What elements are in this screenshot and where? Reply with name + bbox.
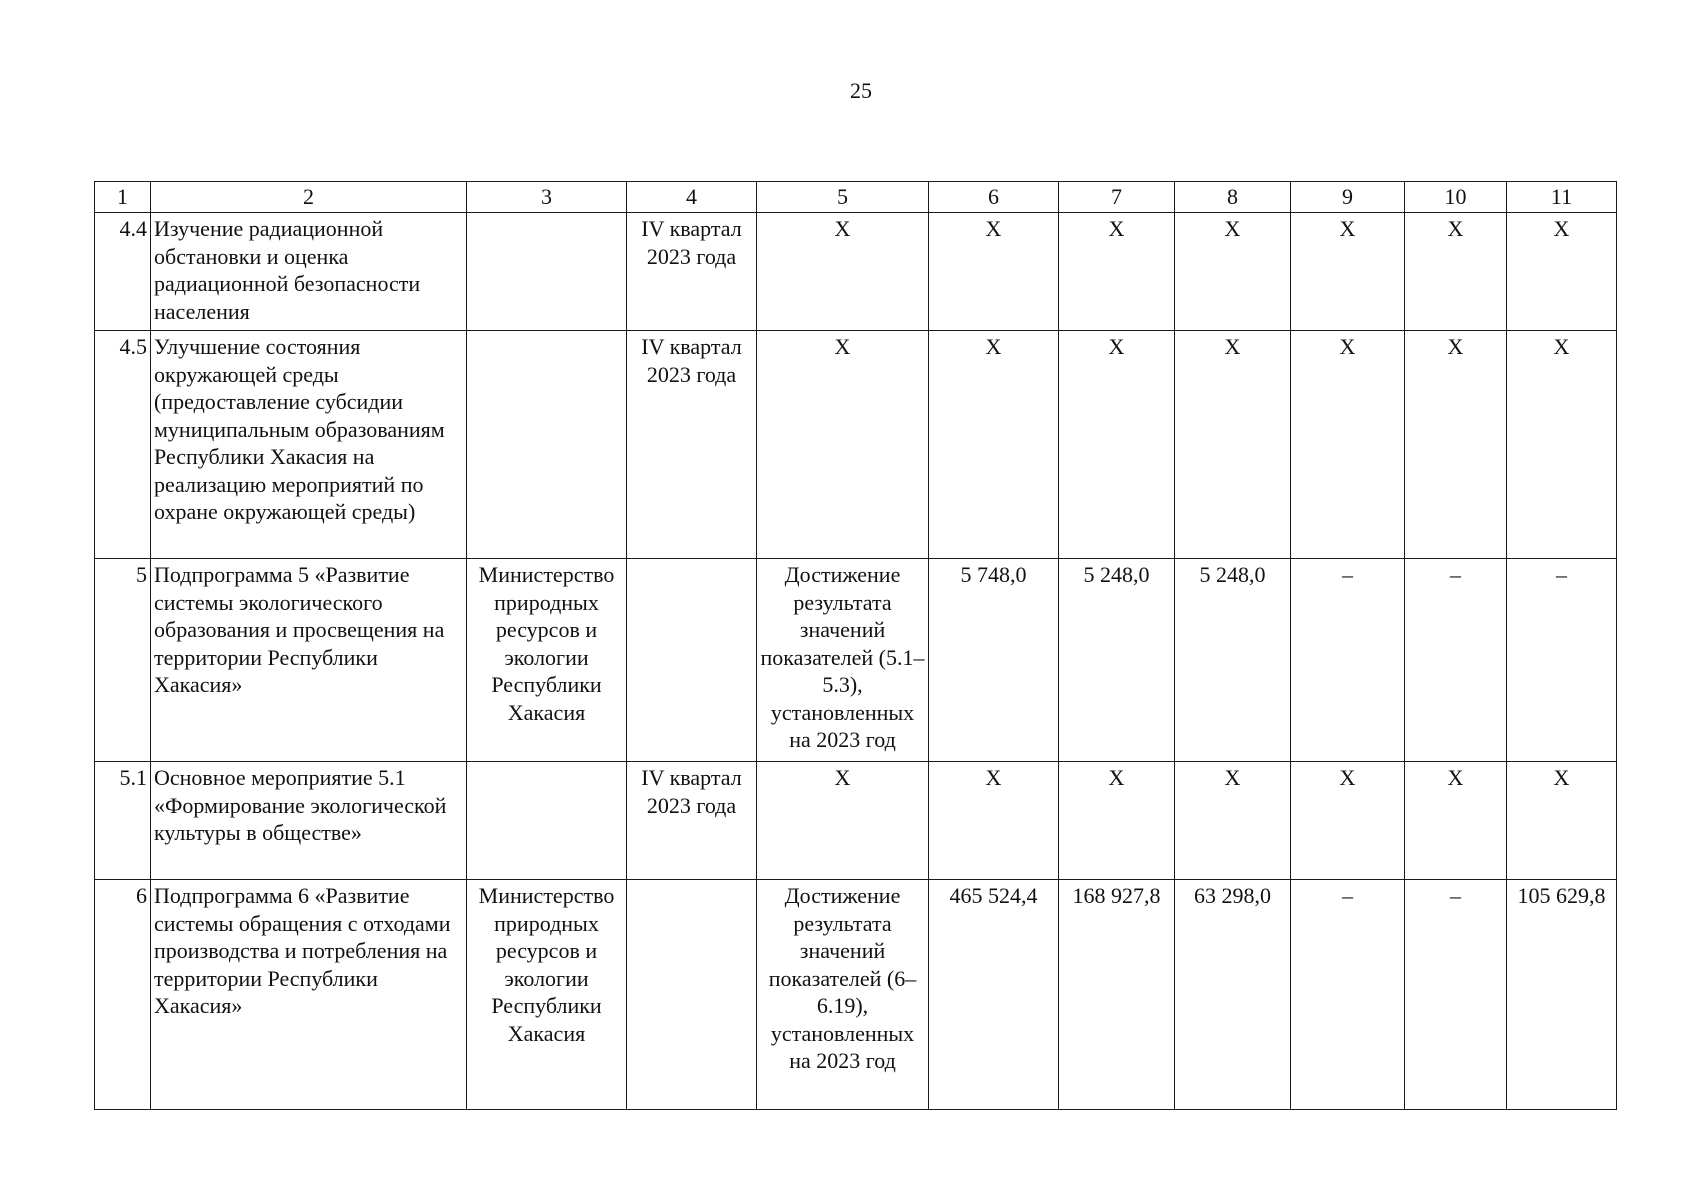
cell-9: – [1291, 880, 1405, 1110]
cell-6: X [929, 331, 1059, 559]
column-header: 5 [757, 182, 929, 213]
measure-name: Основное мероприятие 5.1 «Формирование экологической культуры в обществе» [151, 762, 467, 880]
cell-11: – [1507, 559, 1617, 762]
row-number: 5.1 [95, 762, 151, 880]
executor [467, 331, 627, 559]
column-header: 9 [1291, 182, 1405, 213]
term [627, 880, 757, 1110]
term: IV квартал 2023 года [627, 331, 757, 559]
result: Достижение результата значений показателей (6–6.19), установленных на 2023 год [757, 880, 929, 1110]
column-header: 8 [1175, 182, 1291, 213]
cell-9: X [1291, 213, 1405, 331]
column-header: 11 [1507, 182, 1617, 213]
cell-6: X [929, 213, 1059, 331]
cell-9: – [1291, 559, 1405, 762]
cell-11: X [1507, 331, 1617, 559]
measure-name: Изучение радиационной обстановки и оценка радиационной безопасности населения [151, 213, 467, 331]
cell-10: – [1405, 880, 1507, 1110]
cell-7: 5 248,0 [1059, 559, 1175, 762]
cell-6: 465 524,4 [929, 880, 1059, 1110]
executor: Министерство природных ресурсов и экологии Республики Хакасия [467, 880, 627, 1110]
term: IV квартал 2023 года [627, 762, 757, 880]
executor [467, 213, 627, 331]
measure-name: Подпрограмма 5 «Развитие системы экологического образования и просвещения на территории Республики Хакасия» [151, 559, 467, 762]
column-header: 6 [929, 182, 1059, 213]
cell-8: X [1175, 762, 1291, 880]
table-row [95, 762, 1617, 880]
cell-10: X [1405, 762, 1507, 880]
column-header: 1 [95, 182, 151, 213]
cell-7: 168 927,8 [1059, 880, 1175, 1110]
result: Достижение результата значений показателей (5.1–5.3), установленных на 2023 год [757, 559, 929, 762]
executor: Министерство природных ресурсов и экологии Республики Хакасия [467, 559, 627, 762]
result: X [757, 762, 929, 880]
table-row [95, 559, 1617, 762]
table-row [95, 213, 1617, 331]
header-row [95, 182, 1617, 213]
cell-11: X [1507, 762, 1617, 880]
row-number: 4.5 [95, 331, 151, 559]
term [627, 559, 757, 762]
row-number: 5 [95, 559, 151, 762]
cell-9: X [1291, 331, 1405, 559]
cell-11: X [1507, 213, 1617, 331]
term: IV квартал 2023 года [627, 213, 757, 331]
cell-11: 105 629,8 [1507, 880, 1617, 1110]
cell-7: X [1059, 762, 1175, 880]
cell-6: X [929, 762, 1059, 880]
measures-table [94, 181, 1617, 1110]
row-number: 4.4 [95, 213, 151, 331]
column-header: 7 [1059, 182, 1175, 213]
cell-6: 5 748,0 [929, 559, 1059, 762]
cell-9: X [1291, 762, 1405, 880]
column-header: 3 [467, 182, 627, 213]
measure-name: Улучшение состояния окружающей среды (предоставление субсидии муниципальным образованиям Республики Хакасия на реализацию мероприятий по охране окружающей среды) [151, 331, 467, 559]
cell-8: 5 248,0 [1175, 559, 1291, 762]
table-row [95, 880, 1617, 1110]
cell-8: X [1175, 331, 1291, 559]
table-row [95, 331, 1617, 559]
executor [467, 762, 627, 880]
result: X [757, 331, 929, 559]
result: X [757, 213, 929, 331]
page-number: 25 [850, 78, 872, 103]
cell-7: X [1059, 331, 1175, 559]
cell-10: – [1405, 559, 1507, 762]
cell-10: X [1405, 331, 1507, 559]
row-number: 6 [95, 880, 151, 1110]
column-header: 4 [627, 182, 757, 213]
measure-name: Подпрограмма 6 «Развитие системы обращения с отходами производства и потребления на территории Республики Хакасия» [151, 880, 467, 1110]
column-header: 10 [1405, 182, 1507, 213]
cell-10: X [1405, 213, 1507, 331]
column-header: 2 [151, 182, 467, 213]
cell-8: 63 298,0 [1175, 880, 1291, 1110]
cell-8: X [1175, 213, 1291, 331]
cell-7: X [1059, 213, 1175, 331]
